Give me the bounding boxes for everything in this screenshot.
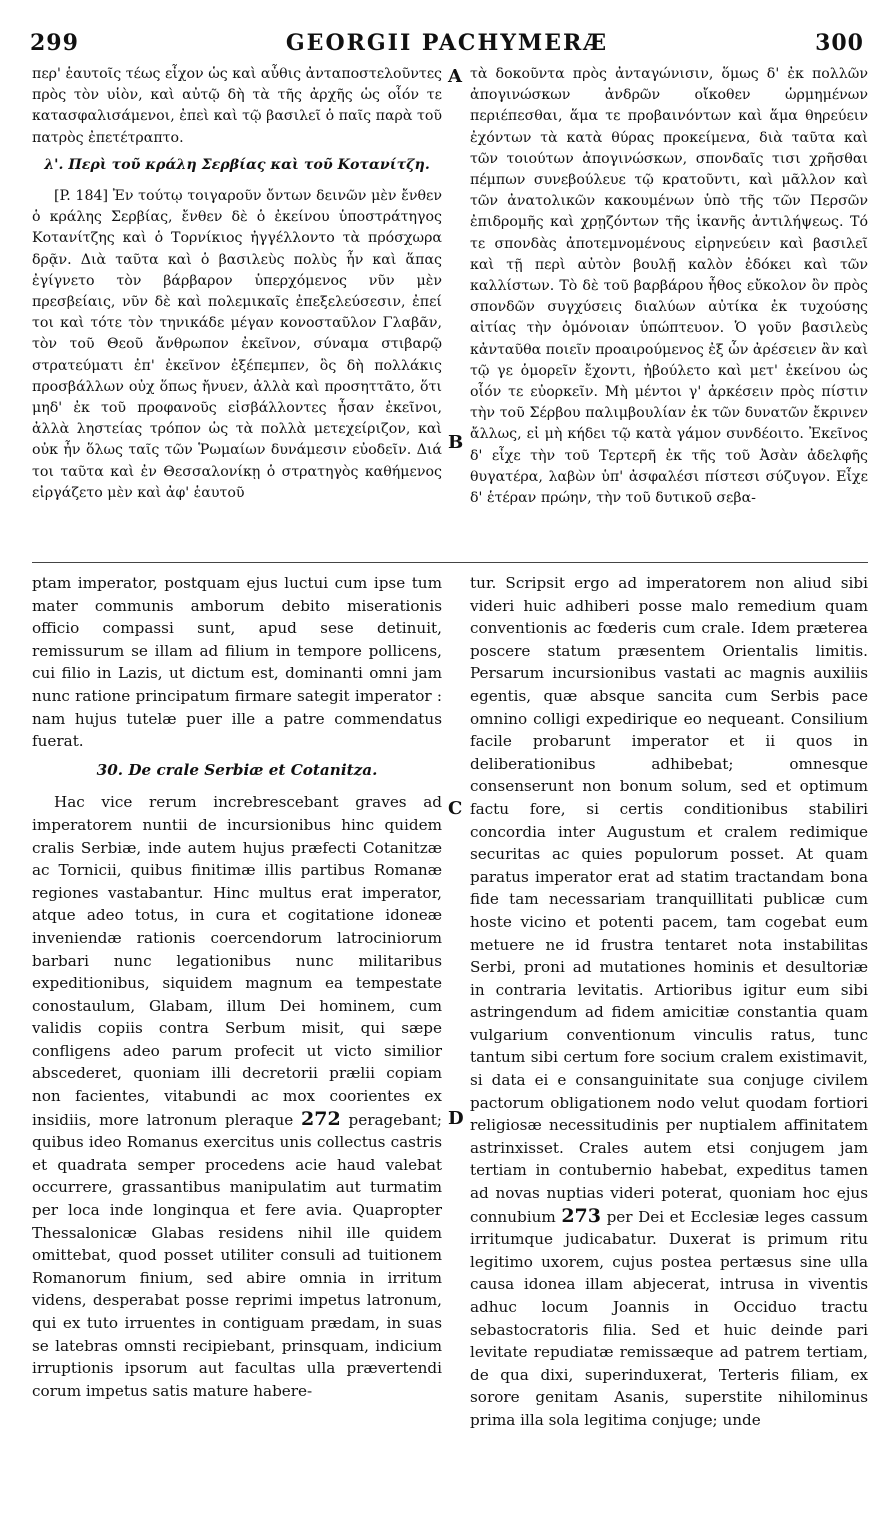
margin-marker-d: D bbox=[448, 1108, 464, 1129]
section-divider bbox=[32, 562, 868, 563]
latin-left-text-b: peragebant; quibus ideo Romanus exercitus unis collectus castris et quadrata semper procedens acie haud valebat occurrere, grassantibus manipulatim aut turmatim per loca inde longinqua et fere avia. Quapropter Thessalonicæ Glabas residens nihil ille quidem omittebat, quod posset utiliter consuli ad tuitionem Romanorum finium, sed abire omnia in irritum videns, desperabat posse reprimi impetus latronum, qui ex tuto irruentes in contiguam prædam, in suas se latebras omnsti recipiebant, prinsquam, indicium irruptionis ipsorum aut facultas ulla prævertendi corum impetus satis mature habere- bbox=[32, 1110, 442, 1400]
margin-marker-c: C bbox=[448, 798, 463, 819]
latin-left-text-a: Hac vice rerum increbrescebant graves ad imperatorem nuntii de incursionibus hinc quidem cralis Serbiæ, inde autem hujus præfecti Cotanitzæ ac Tornicii, quibus finitimæ illis partibus Romanæ regiones vastabantur. Hinc multus erat imperator, atque adeo totus, in cura et cogitatione idoneæ inveniendæ rationis coercendorum latrociniorum barbari nunc legationibus nunc militaribus expeditionibus, siquidem magnum ea tempestate conostaulum, Glabam, illum Dei hominem, cum validis copiis contra Serbum misit, qui sæpe confligens adeo parum profecit ut victo similior abscederet, quoniam illi decretorii prælii copiam non facientes, vitabundi ac mox coorientes ex insidiis, more latronum pleraque bbox=[32, 793, 442, 1129]
latin-right-paragraph-1 bbox=[470, 572, 868, 1432]
greek-right-paragraph-1: τὰ δοκοῦντα πρὸς ἀνταγώνισιν, ὅμως δ' ἐκ πολλῶν ἀπογινώσκων ἀνδρῶν οἴκοθεν ὡρμημένων περιέπεσθαι, ἅμα τε προβαινόντων καὶ ἅμα θηρεύειν ἐχόντων τὰ κατὰ θύρας προκείμενα, διὰ ταῦτα καὶ τῶν τοιούτων ἀπογινώσκων, σπονδαῖς τισι χρῆσθαι πέμπων συνεβούλευε τῷ κρατοῦντι, καὶ μᾶλλον καὶ τῶν ἀνατολικῶν κακουμένων ὑπὸ τῆς τῶν Περσῶν ἐπιδρομῆς καὶ χρῃζόντων τῆς ἱκανῆς ἀντιλήψεως. Τό τε σπονδὰς ἀποτεμνομένους εἰρηνεύειν καὶ βασιλεῖ καὶ τῇ περὶ αὐτὸν βουλῇ καλὸν ἐδόκει καὶ τῶν καλλίστων. Τὸ δὲ τοῦ βαρβάρου ἦθος εὔκολον ὂν πρὸς σπονδῶν συγχύσεις διαλύων αὐτίκα ἐκ τυχούσης αἰτίας τὴν ὁμόνοιαν ὑπώπτευον. Ὁ γοῦν βασιλεὺς κἀνταῦθα ποιεῖν προαιρούμενος ἐξ ὧν ἀρέσειεν ἂν καὶ τῷ γε ὁμορεῖν ἔχοντι, ἠβούλετο καὶ μετ' ἐκείνου ὡς οἷόν τε εὐορκεῖν. Μὴ μέντοι γ' ἀρκέσειν πρὸς πίστιν τὴν τοῦ Σέρβου παλιμβουλίαν ἐκ τῶν δυνατῶν ἔκρινεν ἄλλως, εἰ μὴ κήδει τῷ κατὰ γάμον συνδέοιτο. Ἐκεῖνος δ' εἶχε τὴν τοῦ Τερτερῆ ἐκ τῆς τοῦ Ἀσὰν ἀδελφῆς θυγατέρα, λαβὼν ὑπ' ἀσφαλέσι πίστεσι σύζυγον. Εἶχε δ' ἑτέραν πρώην, τὴν τοῦ δυτικοῦ σεβα- bbox=[470, 66, 869, 507]
page-number-right: 300 bbox=[815, 30, 864, 56]
latin-left-paragraph-1: ptam imperator, postquam ejus luctui cum ipse tum mater communis amborum debito miserationis officio compassi sunt, apud sese detinuit, remissurum se illam ad filium in tempore pollicens, cui filio in Lazis, ut dictum est, dominanti omni jam nunc ratione principatum firmare sategit imperator : nam hujus tutelæ puer ille a patre commendatus fuerat. bbox=[32, 574, 442, 751]
margin-marker-b: B bbox=[448, 432, 464, 453]
greek-left-paragraph-1: περ' ἑαυτοῖς τέως εἶχον ὡς καὶ αὖθις ἀνταποστελοῦντες πρὸς τὸν υἱὸν, καὶ αὐτῷ δὴ τὰ τῆς ἀρχῆς ὡς οἷόν τε κατασφαλισάμενοι, ἐπεὶ καὶ τῷ βασιλεῖ ὁ παῖς παρὰ τοῦ πατρὸς ἐπετέτραπτο. bbox=[32, 66, 442, 146]
greek-left-paragraph-2: [P. 184] Ἐν τούτῳ τοιγαροῦν ὄντων δεινῶν μὲν ἔνθεν ὁ κράλης Σερβίας, ἔνθεν δὲ ὁ ἐκείνου ὑποστράτηγος Κοτανίτζης καὶ ὁ Τορνίκιος ἠγγέλλοντο τὰ πρόσχωρα δρᾷν. Διὰ ταῦτα καὶ ὁ βασιλεὺς πολὺς ἦν καὶ ἅπας ἐγίγνετο τὸν βάρβαρον ὑπερχόμενος νῦν μὲν πρεσβείαις, νῦν δὲ καὶ πολεμικαῖς ἐπεξελεύσεσιν, ἐπεί τοι καὶ τότε τὸν τηνικάδε μέγαν κονοσταῦλον Γλαβᾶν, τὸν τοῦ Θεοῦ ἄνθρωπον ἐκεῖνον, σύναμα στιβαρῷ στρατεύματι ἐπ' ἐκεῖνον ἐξέπεμπεν, ὃς δὴ πολλάκις προσβάλλων οὐχ ὅπως ἤνυεν, ἀλλὰ καὶ προσηττᾶτο, ὅτι μηδ' ἐκ τοῦ προφανοῦς εἰσβάλλοντες ἦσαν ἐκεῖνοι, ἀλλὰ ληστείας τρόπον ὡς τὰ πολλὰ μετεχείριζον, καὶ οὐκ ἦν ὅλως ταῖς τῶν Ῥωμαίων δυνάμεσιν εὐοδεῖν. Διά τοι ταῦτα καὶ ἐν Θεσσαλονίκῃ ὁ στρατηγὸς καθήμενος εἰργάζετο μὲν καὶ ἀφ' ἑαυτοῦ bbox=[32, 188, 442, 501]
latin-column-left bbox=[32, 572, 442, 1402]
latin-right-text-a: tur. Scripsit ergo ad imperatorem non aliud sibi videri huic adhiberi posse malo remedium quam conventionis ac fœderis cum crale. Idem præterea poscere statum præsentem Orientalis limitis. Persarum incursionibus vastati ac magnis auxiliis egentis, quæ absque sancita cum Serbis pace omnino colligi expedirique eo nequeant. Consilium facile probarunt imperator et ii quos in deliberationibus adhibebat; omnesque consenserunt non bonum solum, sed et optimum factu fore, si certis conditionibus stabiliri concordia inter Augustum et cralem redimique securitas ac quies populorum posset. At quam paratus imperator erat ad statim tractandam bona fide tam necessariam tranquillitati publicæ cum hoste vicino et potenti pacem, tam cogebat eum metuere ne id frustra tentaret nota instabilitas Serbi, proni ad mutationes hominis et desultoriæ in contraria levitatis. Artioribus igitur eum sibi astringendum ad fidem amicitiæ constantia quam vulgarium conventionum vinculis ratus, tunc tantum sibi certum fore socium cralem existimavit, si data ei e consanguinitate sua conjuge civilem pactorum obligationem nodo velut quodam fortiori religiosæ necessitudinis per nuptialem affinitatem astrinxisset. Crales autem etsi conjugem jam tertiam in contubernio habebat, expeditus tamen ad novas nuptias videri poterat, quoniam hoc ejus connubium bbox=[470, 574, 868, 1226]
latin-right-text-b: per Dei et Ecclesiæ leges cassum irritumque judicabatur. Duxerat is primum ritu legitimo uxorem, cujus postea pertæsus sine ulla causa idonea illam abjecerat, intrusa in viventis adhuc locum Joannis in Occiduo tractu sebastocratoris filia. Sed et huic deinde pari levitate repudiatæ remissæque ad patrem tertiam, de qua dixi, superinduxerat, Terteris filiam, ex sorore genitam Asanis, superstite nihilominus prima illa sola legitima conjuge; unde bbox=[470, 1207, 868, 1429]
latin-left-heading: 30. De crale Serbiæ et Cotanitza. bbox=[96, 760, 378, 779]
page-number-left: 299 bbox=[30, 30, 79, 56]
margin-marker-a: A bbox=[448, 66, 462, 87]
page-header bbox=[30, 30, 864, 66]
greek-left-heading: λ'. Περὶ τοῦ κράλη Σερβίας καὶ τοῦ Κοτανίτζη. bbox=[44, 156, 430, 173]
greek-column-right bbox=[470, 64, 868, 509]
inline-page-number-273: 273 bbox=[561, 1204, 601, 1227]
greek-column-left bbox=[32, 64, 442, 504]
latin-column-right bbox=[470, 572, 868, 1432]
latin-left-paragraph-2 bbox=[32, 791, 442, 1402]
inline-page-number-272: 272 bbox=[301, 1107, 341, 1130]
running-title: GEORGII PACHYMERÆ bbox=[285, 30, 609, 56]
